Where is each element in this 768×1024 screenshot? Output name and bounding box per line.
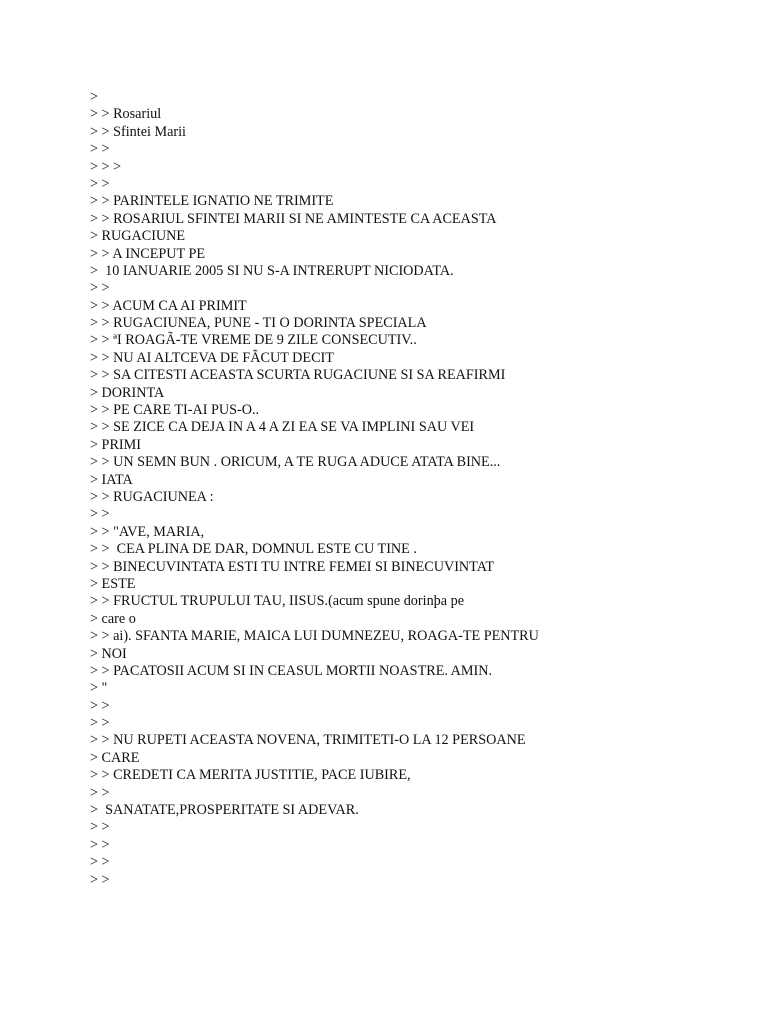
text-line: > > Rosariul <box>90 106 162 123</box>
text-line: > " <box>90 680 108 697</box>
text-line: > > <box>90 280 110 297</box>
text-line: > > <box>90 141 110 158</box>
text-line: > > ROSARIUL SFINTEI MARII SI NE AMINTESTE CA ACEASTA <box>90 210 497 227</box>
text-line: > DORINTA <box>90 384 165 401</box>
text-line: > > PE CARE TI-AI PUS-O.. <box>90 402 260 419</box>
text-line: > > BINECUVINTATA ESTI TU INTRE FEMEI SI BINECUVINTAT <box>90 558 495 575</box>
text-line: > > <box>90 175 110 192</box>
text-line: > CARE <box>90 749 140 766</box>
text-line: > > <box>90 506 110 523</box>
text-line: > <box>90 89 99 105</box>
text-line: > PRIMI <box>90 436 141 453</box>
text-line: > SANATATE,PROSPERITATE SI ADEVAR. <box>90 802 359 819</box>
email-quoted-text <box>90 89 730 889</box>
text-line: > > "AVE, MARIA, <box>90 523 205 540</box>
text-line: > 10 IANUARIE 2005 SI NU S-A INTRERUPT NICIODATA. <box>90 262 454 279</box>
text-line: > > PACATOSII ACUM SI IN CEASUL MORTII NOASTRE. AMIN. <box>90 662 493 679</box>
text-line: > > CREDETI CA MERITA JUSTITIE, PACE IUBIRE, <box>90 767 411 784</box>
text-line: > > <box>90 836 110 853</box>
text-line: > > NU AI ALTCEVA DE FÃCUT DECIT <box>90 349 334 366</box>
text-line: > > A INCEPUT PE <box>90 245 206 262</box>
text-line: > > FRUCTUL TRUPULUI TAU, IISUS.(acum spune dorinþa pe <box>90 593 464 610</box>
text-line: > > ACUM CA AI PRIMIT <box>90 297 247 314</box>
text-line: > > <box>90 697 110 714</box>
text-line: > > CEA PLINA DE DAR, DOMNUL ESTE CU TINE . <box>90 541 417 558</box>
text-line: > ESTE <box>90 575 136 592</box>
text-line: > > PARINTELE IGNATIO NE TRIMITE <box>90 193 334 210</box>
text-line: > > SA CITESTI ACEASTA SCURTA RUGACIUNE SI SA REAFIRMI <box>90 367 506 384</box>
text-line: > care o <box>90 610 136 627</box>
text-line: > > UN SEMN BUN . ORICUM, A TE RUGA ADUCE ATATA BINE... <box>90 454 501 471</box>
text-line: > > <box>90 715 110 732</box>
text-line: > > RUGACIUNEA, PUNE - TI O DORINTA SPECIALA <box>90 315 427 332</box>
text-line: > > ai). SFANTA MARIE, MAICA LUI DUMNEZEU, ROAGA-TE PENTRU <box>90 628 539 645</box>
text-line: > > Sfintei Marii <box>90 123 186 140</box>
text-line: > > NU RUPETI ACEASTA NOVENA, TRIMITETI-O LA 12 PERSOANE <box>90 732 526 749</box>
text-line: > > ªI ROAGÃ-TE VREME DE 9 ZILE CONSECUTIV.. <box>90 332 417 349</box>
text-line: > > SE ZICE CA DEJA IN A 4 A ZI EA SE VA IMPLINI SAU VEI <box>90 419 475 436</box>
text-line: > > <box>90 871 110 888</box>
text-line: > > <box>90 854 110 871</box>
text-line: > IATA <box>90 471 133 488</box>
text-line: > RUGACIUNE <box>90 228 186 245</box>
text-line: > NOI <box>90 645 127 662</box>
text-line: > > <box>90 784 110 801</box>
text-line: > > <box>90 819 110 836</box>
text-line: > > RUGACIUNEA : <box>90 488 214 505</box>
text-line: > > > <box>90 158 122 175</box>
